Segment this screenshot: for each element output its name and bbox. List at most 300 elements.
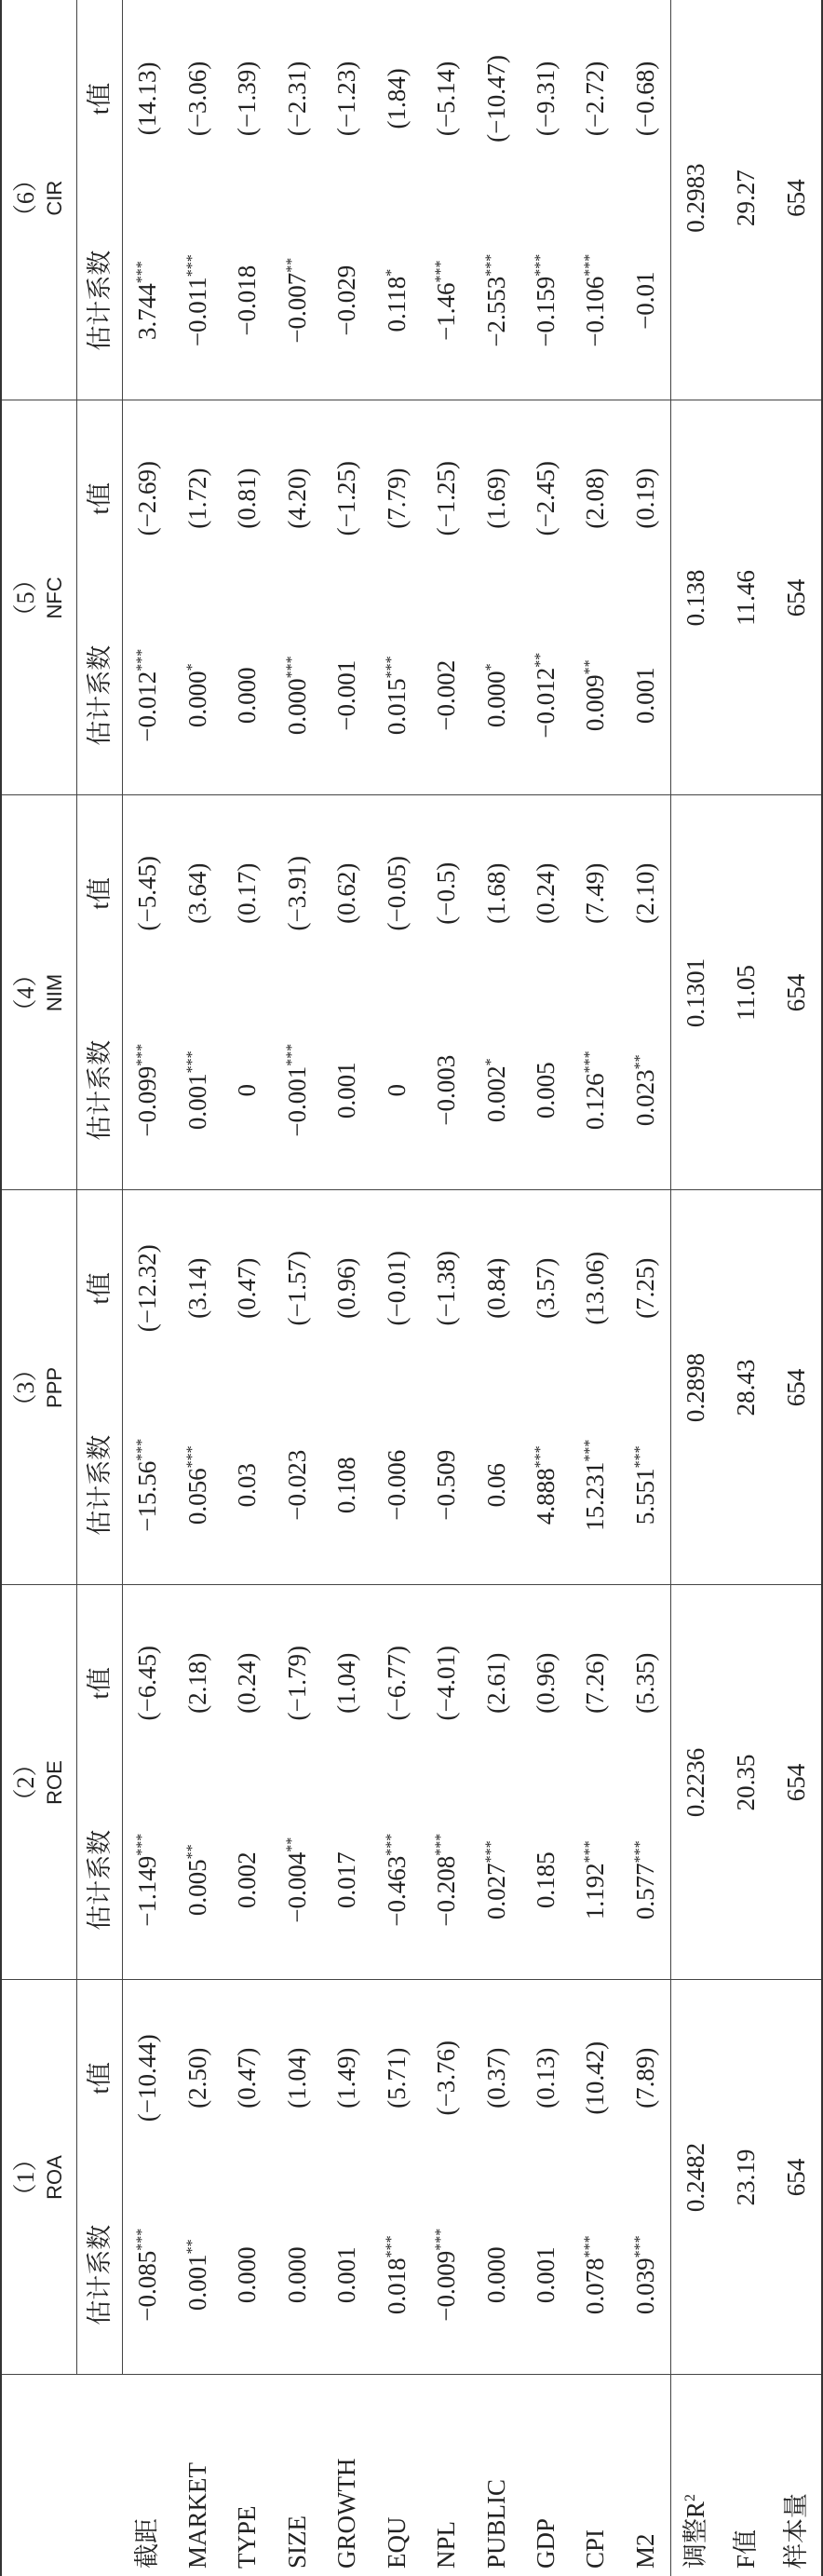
t-value-cell: (0.17) bbox=[233, 862, 262, 924]
coef-cell bbox=[272, 1781, 321, 1980]
table-row bbox=[471, 0, 520, 2576]
coef-value: 0.002 bbox=[481, 1065, 510, 1123]
t-value-cell: (1.04) bbox=[282, 2047, 311, 2108]
significance-stars: *** bbox=[482, 1840, 499, 1864]
coef-cell bbox=[571, 1781, 620, 1980]
table-row bbox=[422, 0, 471, 2576]
t-value-cell: (7.25) bbox=[630, 1257, 659, 1319]
summary-label-cell bbox=[771, 2375, 822, 2576]
t-value-cell: (3.57) bbox=[531, 1257, 560, 1319]
t-header: t值 bbox=[77, 0, 123, 201]
coef-value: 0.000 bbox=[282, 678, 311, 736]
coef-value: −0.004 bbox=[282, 1851, 311, 1923]
model-header bbox=[1, 0, 77, 400]
coef-cell bbox=[322, 1386, 371, 1585]
model-name: ROA bbox=[42, 2155, 66, 2200]
summary-value: 20.35 bbox=[722, 1585, 771, 1980]
coef-cell bbox=[223, 596, 272, 795]
table-header bbox=[1, 0, 123, 2576]
t-value-cell: (−3.76) bbox=[432, 2040, 461, 2116]
coef-cell bbox=[422, 596, 471, 795]
coef-value: 0.002 bbox=[233, 1851, 262, 1909]
coef-value: −0.006 bbox=[382, 1449, 411, 1521]
t-value-cell: (−10.44) bbox=[133, 2034, 162, 2122]
summary-label: 样本量 bbox=[781, 2493, 810, 2569]
model-number: （5） bbox=[12, 567, 39, 629]
table-row bbox=[223, 0, 272, 2576]
row-label: NPL bbox=[422, 2375, 471, 2576]
row-label: TYPE bbox=[223, 2375, 272, 2576]
coef-cell bbox=[123, 201, 173, 400]
coef-cell bbox=[521, 2176, 571, 2375]
summary-value: 0.2983 bbox=[671, 0, 722, 400]
coef-cell bbox=[223, 1386, 272, 1585]
row-label: PUBLIC bbox=[471, 2375, 520, 2576]
t-value-cell: (−1.79) bbox=[282, 1646, 311, 1721]
model-number: （4） bbox=[12, 962, 39, 1024]
model-number: （2） bbox=[12, 1752, 39, 1813]
summary-value: 0.2236 bbox=[671, 1585, 722, 1980]
table-row bbox=[123, 0, 173, 2576]
coef-value: 0.577 bbox=[630, 1863, 659, 1920]
summary-value: 0.1301 bbox=[671, 795, 722, 1190]
significance-stars: *** bbox=[383, 2235, 399, 2258]
coef-value: −0.01 bbox=[630, 271, 659, 330]
table-row bbox=[272, 0, 321, 2576]
significance-stars: *** bbox=[631, 1445, 648, 1469]
t-value-cell: (−10.47) bbox=[481, 54, 510, 142]
row-label: MARKET bbox=[173, 2375, 223, 2576]
t-header: t值 bbox=[77, 1190, 123, 1386]
t-value-cell: (5.35) bbox=[630, 1652, 659, 1714]
coef-cell bbox=[422, 1386, 471, 1585]
coef-cell bbox=[521, 1781, 571, 1980]
coef-value: 0.001 bbox=[182, 2254, 211, 2312]
t-header: t值 bbox=[77, 795, 123, 991]
coef-cell bbox=[223, 201, 272, 400]
significance-stars: *** bbox=[283, 1043, 300, 1066]
coef-cell bbox=[123, 1386, 173, 1585]
coef-value: 3.744 bbox=[133, 283, 162, 341]
summary-row bbox=[771, 0, 822, 2576]
coef-value: 0.000 bbox=[182, 671, 211, 728]
coef-cell bbox=[173, 201, 223, 400]
significance-stars: *** bbox=[134, 2228, 151, 2251]
t-value-cell: (0.24) bbox=[233, 1652, 262, 1714]
table-row bbox=[571, 0, 620, 2576]
significance-stars: *** bbox=[582, 1840, 599, 1864]
summary-value: 654 bbox=[771, 0, 822, 400]
t-value-cell: (−6.45) bbox=[133, 1646, 162, 1721]
model-number: （3） bbox=[12, 1357, 39, 1418]
coef-header: 估计系数 bbox=[77, 201, 123, 400]
coef-value: −0.023 bbox=[282, 1449, 311, 1521]
t-value-cell: (−1.25) bbox=[332, 460, 361, 536]
coef-value: 0.001 bbox=[332, 1062, 361, 1119]
t-value-cell: (−1.39) bbox=[233, 61, 262, 137]
summary-row bbox=[671, 0, 722, 2576]
coef-value: 0.03 bbox=[233, 1463, 262, 1508]
coef-cell bbox=[471, 1781, 520, 1980]
model-name: ROE bbox=[42, 1760, 66, 1805]
row-label: CPI bbox=[571, 2375, 620, 2576]
coef-value: −0.012 bbox=[531, 667, 560, 739]
coef-value: 4.888 bbox=[531, 1468, 560, 1525]
model-header bbox=[1, 1585, 77, 1980]
coef-value: 0.000 bbox=[233, 667, 262, 725]
t-value-cell: (1.72) bbox=[182, 468, 211, 529]
significance-stars: *** bbox=[631, 1840, 648, 1864]
coef-cell bbox=[422, 1781, 471, 1980]
t-value-cell: (10.42) bbox=[581, 2040, 610, 2115]
summary-row bbox=[722, 0, 771, 2576]
t-value-cell: (0.62) bbox=[332, 862, 361, 924]
coef-value: 0.001 bbox=[332, 2246, 361, 2304]
significance-stars: *** bbox=[134, 1043, 151, 1066]
t-value-cell: (−9.31) bbox=[531, 61, 560, 137]
summary-label: 调整R bbox=[681, 2501, 710, 2569]
summary-value: 654 bbox=[771, 1190, 822, 1585]
coef-value: −0.009 bbox=[432, 2250, 461, 2322]
significance-stars: *** bbox=[532, 1445, 548, 1469]
coef-value: −2.553 bbox=[481, 276, 510, 347]
coef-value: 0.017 bbox=[332, 1851, 361, 1909]
t-value-cell: (2.61) bbox=[481, 1652, 510, 1714]
summary-value: 29.27 bbox=[722, 0, 771, 400]
t-value-cell: (1.84) bbox=[382, 68, 411, 129]
table-row bbox=[521, 0, 571, 2576]
significance-stars: ** bbox=[283, 257, 300, 273]
significance-stars: *** bbox=[134, 648, 151, 671]
t-value-cell: (−1.23) bbox=[332, 61, 361, 137]
coef-value: 0.005 bbox=[182, 1859, 211, 1917]
coef-cell bbox=[471, 1386, 520, 1585]
coef-value: 0.06 bbox=[481, 1463, 510, 1508]
t-header: t值 bbox=[77, 400, 123, 596]
significance-stars: *** bbox=[134, 1438, 151, 1461]
significance-stars: ** bbox=[631, 1054, 648, 1070]
sub-header-row bbox=[77, 0, 123, 2576]
table-body bbox=[123, 0, 823, 2576]
t-value-cell: (−0.68) bbox=[630, 61, 659, 137]
t-header: t值 bbox=[77, 1585, 123, 1781]
coef-header: 估计系数 bbox=[77, 1386, 123, 1585]
coef-cell bbox=[223, 1781, 272, 1980]
coef-cell bbox=[521, 201, 571, 400]
coef-value: 5.551 bbox=[630, 1468, 659, 1525]
coef-cell bbox=[123, 596, 173, 795]
significance-stars: * bbox=[383, 268, 399, 277]
coef-cell bbox=[223, 991, 272, 1190]
coef-cell bbox=[123, 2176, 173, 2375]
summary-label-cell bbox=[671, 2375, 722, 2576]
t-value-cell: (0.47) bbox=[233, 2047, 262, 2108]
coef-cell bbox=[621, 201, 671, 400]
model-header bbox=[1, 1190, 77, 1585]
coef-value: −0.001 bbox=[332, 659, 361, 731]
t-value-cell: (14.13) bbox=[133, 61, 162, 136]
coef-cell bbox=[371, 1386, 421, 1585]
summary-value: 654 bbox=[771, 795, 822, 1190]
coef-cell bbox=[471, 991, 520, 1190]
t-value-cell: (0.84) bbox=[481, 1257, 510, 1319]
coef-value: 0.118 bbox=[382, 276, 411, 332]
coef-cell bbox=[173, 1781, 223, 1980]
t-value-cell: (5.71) bbox=[382, 2047, 411, 2108]
summary-value: 0.2898 bbox=[671, 1190, 722, 1585]
coef-cell bbox=[571, 2176, 620, 2375]
t-value-cell: (−3.91) bbox=[282, 855, 311, 931]
coef-value: −0.106 bbox=[581, 276, 610, 347]
t-value-cell: (3.14) bbox=[182, 1257, 211, 1319]
significance-stars: *** bbox=[134, 1833, 151, 1856]
coef-cell bbox=[422, 201, 471, 400]
t-value-cell: (2.10) bbox=[630, 862, 659, 924]
t-value-cell: (0.47) bbox=[233, 1257, 262, 1319]
coef-cell bbox=[272, 991, 321, 1190]
coef-value: 0.000 bbox=[481, 671, 510, 728]
coef-value: −0.029 bbox=[332, 264, 361, 336]
table-row bbox=[173, 0, 223, 2576]
significance-stars: *** bbox=[582, 1439, 599, 1462]
coef-value: −0.001 bbox=[282, 1065, 311, 1137]
coef-cell bbox=[571, 201, 620, 400]
coef-cell bbox=[521, 1386, 571, 1585]
coef-cell bbox=[371, 596, 421, 795]
coef-value: 0.027 bbox=[481, 1863, 510, 1920]
t-value-cell: (−5.14) bbox=[432, 61, 461, 137]
t-value-cell: (3.64) bbox=[182, 862, 211, 924]
t-value-cell: (−2.45) bbox=[531, 460, 560, 536]
coef-value: −0.003 bbox=[432, 1054, 461, 1126]
t-value-cell: (13.06) bbox=[581, 1251, 610, 1325]
coef-cell bbox=[621, 1781, 671, 1980]
t-value-cell: (7.89) bbox=[630, 2047, 659, 2108]
coef-cell bbox=[621, 991, 671, 1190]
t-value-cell: (0.13) bbox=[531, 2047, 560, 2108]
summary-value: 11.05 bbox=[722, 795, 771, 1190]
summary-value: 0.138 bbox=[671, 400, 722, 795]
coef-value: 0.001 bbox=[182, 1073, 211, 1131]
summary-value: 654 bbox=[771, 1980, 822, 2375]
model-header-row bbox=[1, 0, 77, 2576]
coef-cell bbox=[123, 1781, 173, 1980]
significance-stars: *** bbox=[631, 2235, 648, 2258]
t-value-cell: (0.96) bbox=[531, 1652, 560, 1714]
coef-cell bbox=[571, 1386, 620, 1585]
significance-stars: *** bbox=[383, 656, 399, 679]
coef-cell bbox=[521, 991, 571, 1190]
significance-stars: ** bbox=[183, 1844, 200, 1860]
coef-cell bbox=[272, 201, 321, 400]
t-value-cell: (−5.45) bbox=[133, 855, 162, 931]
coef-value: 0.001 bbox=[630, 667, 659, 725]
coef-value: 0 bbox=[233, 1083, 262, 1097]
t-value-cell: (2.08) bbox=[581, 468, 610, 529]
coef-value: 0.078 bbox=[581, 2257, 610, 2315]
coef-cell bbox=[322, 596, 371, 795]
coef-value: 1.192 bbox=[581, 1863, 610, 1920]
significance-stars: *** bbox=[134, 261, 151, 284]
coef-value: 0.023 bbox=[630, 1069, 659, 1127]
model-number: （6） bbox=[12, 168, 39, 229]
t-value-cell: (−2.31) bbox=[282, 61, 311, 137]
significance-stars: *** bbox=[383, 1833, 399, 1856]
model-header bbox=[1, 400, 77, 795]
significance-stars: * bbox=[482, 663, 499, 671]
significance-stars: *** bbox=[283, 656, 300, 679]
coef-cell bbox=[571, 596, 620, 795]
summary-label: F值 bbox=[731, 2529, 760, 2569]
coef-value: −0.509 bbox=[432, 1449, 461, 1521]
t-value-cell: (−1.25) bbox=[432, 460, 461, 536]
significance-stars: *** bbox=[582, 253, 599, 277]
t-value-cell: (−12.32) bbox=[133, 1244, 162, 1333]
coef-value: 0.000 bbox=[282, 2246, 311, 2304]
t-value-cell: (−6.77) bbox=[382, 1646, 411, 1721]
t-value-cell: (0.19) bbox=[630, 468, 659, 529]
coef-cell bbox=[322, 991, 371, 1190]
coef-value: 15.231 bbox=[581, 1461, 610, 1531]
t-value-cell: (7.26) bbox=[581, 1652, 610, 1714]
coef-cell bbox=[173, 596, 223, 795]
coef-value: 0.185 bbox=[531, 1851, 560, 1909]
significance-stars: *** bbox=[433, 260, 450, 283]
coef-value: −1.46 bbox=[432, 282, 461, 341]
coef-cell bbox=[371, 991, 421, 1190]
coef-cell bbox=[422, 2176, 471, 2375]
coef-cell bbox=[621, 1386, 671, 1585]
coef-header: 估计系数 bbox=[77, 1781, 123, 1980]
summary-label-sup: 2 bbox=[682, 2493, 699, 2501]
coef-value: −0.463 bbox=[382, 1855, 411, 1927]
t-value-cell: (−0.5) bbox=[432, 861, 461, 925]
t-value-cell: (−3.06) bbox=[182, 61, 211, 137]
row-label: M2 bbox=[621, 2375, 671, 2576]
coef-cell bbox=[621, 596, 671, 795]
row-label: EQU bbox=[371, 2375, 421, 2576]
t-value-cell: (2.50) bbox=[182, 2047, 211, 2108]
t-value-cell: (−0.05) bbox=[382, 855, 411, 931]
model-header bbox=[1, 795, 77, 1190]
significance-stars: *** bbox=[183, 1051, 200, 1074]
t-value-cell: (1.49) bbox=[332, 2047, 361, 2108]
significance-stars: *** bbox=[433, 1833, 450, 1856]
coef-value: 0.000 bbox=[481, 2246, 510, 2304]
coef-cell bbox=[322, 1781, 371, 1980]
coef-value: −0.012 bbox=[133, 671, 162, 742]
coef-value: 0.018 bbox=[382, 2257, 411, 2315]
significance-stars: ** bbox=[283, 1837, 300, 1852]
coef-value: −0.018 bbox=[233, 264, 262, 336]
table-row bbox=[621, 0, 671, 2576]
coef-cell bbox=[471, 201, 520, 400]
coef-cell bbox=[322, 201, 371, 400]
row-label: GDP bbox=[521, 2375, 571, 2576]
coef-header: 估计系数 bbox=[77, 991, 123, 1190]
coef-header: 估计系数 bbox=[77, 596, 123, 795]
t-value-cell: (7.49) bbox=[581, 862, 610, 924]
coef-cell bbox=[571, 991, 620, 1190]
coef-value: −15.56 bbox=[133, 1460, 162, 1532]
coef-value: 0.039 bbox=[630, 2257, 659, 2315]
coef-cell bbox=[123, 991, 173, 1190]
t-value-cell: (1.69) bbox=[481, 468, 510, 529]
row-label: 截距 bbox=[123, 2375, 173, 2576]
significance-stars: *** bbox=[582, 2235, 599, 2258]
coef-value: −0.011 bbox=[182, 277, 211, 347]
t-value-cell: (4.20) bbox=[282, 468, 311, 529]
model-name: NIM bbox=[42, 973, 66, 1012]
significance-stars: *** bbox=[433, 2228, 450, 2251]
t-value-cell: (1.68) bbox=[481, 862, 510, 924]
significance-stars: *** bbox=[482, 253, 499, 277]
coef-value: 0.009 bbox=[581, 674, 610, 732]
coef-cell bbox=[173, 991, 223, 1190]
t-value-cell: (0.24) bbox=[531, 862, 560, 924]
coef-cell bbox=[223, 2176, 272, 2375]
coef-cell bbox=[471, 596, 520, 795]
table-row bbox=[371, 0, 421, 2576]
model-name: PPP bbox=[42, 1366, 66, 1408]
summary-value: 0.2482 bbox=[671, 1980, 722, 2375]
coef-value: −0.208 bbox=[432, 1855, 461, 1927]
coef-cell bbox=[272, 2176, 321, 2375]
t-value-cell: (0.96) bbox=[332, 1257, 361, 1319]
stub-header bbox=[1, 2375, 123, 2576]
coef-value: 0.056 bbox=[182, 1468, 211, 1525]
significance-stars: * bbox=[482, 1058, 499, 1066]
t-value-cell: (0.81) bbox=[233, 468, 262, 529]
coef-value: 0.015 bbox=[382, 678, 411, 736]
coef-value: −0.085 bbox=[133, 2250, 162, 2322]
significance-stars: *** bbox=[582, 1051, 599, 1074]
summary-value: 23.19 bbox=[731, 2149, 760, 2206]
row-label: GROWTH bbox=[322, 2375, 371, 2576]
coef-value: 0.108 bbox=[332, 1457, 361, 1514]
t-value-cell: (−2.72) bbox=[581, 61, 610, 137]
t-value-cell: (−1.38) bbox=[432, 1250, 461, 1326]
t-header: t值 bbox=[77, 1980, 123, 2176]
coef-value: −0.007 bbox=[282, 272, 311, 344]
t-value-cell: (2.18) bbox=[182, 1652, 211, 1714]
model-name: CIR bbox=[42, 180, 66, 216]
significance-stars: ** bbox=[582, 659, 599, 675]
coef-value: 0.000 bbox=[233, 2246, 262, 2304]
summary-value: 654 bbox=[771, 1585, 822, 1980]
coef-cell bbox=[521, 596, 571, 795]
summary-value: 654 bbox=[771, 400, 822, 795]
coef-value: 0.126 bbox=[581, 1073, 610, 1131]
coef-cell bbox=[422, 991, 471, 1190]
t-value-cell: (−2.69) bbox=[133, 460, 162, 536]
model-name: NFC bbox=[42, 576, 66, 619]
coef-cell bbox=[621, 2176, 671, 2375]
coef-cell bbox=[371, 1781, 421, 1980]
significance-stars: *** bbox=[532, 253, 548, 277]
table-row bbox=[322, 0, 371, 2576]
coef-cell bbox=[173, 2176, 223, 2375]
coef-value: 0.001 bbox=[531, 2246, 560, 2304]
t-value-cell: (−4.01) bbox=[432, 1646, 461, 1721]
coef-value: −0.099 bbox=[133, 1065, 162, 1137]
row-label: SIZE bbox=[272, 2375, 321, 2576]
t-value-cell: (−1.57) bbox=[282, 1250, 311, 1326]
coef-value: −1.149 bbox=[133, 1855, 162, 1927]
significance-stars: *** bbox=[183, 1445, 200, 1469]
coef-value: 0 bbox=[382, 1083, 411, 1097]
coef-value: −0.002 bbox=[432, 659, 461, 731]
